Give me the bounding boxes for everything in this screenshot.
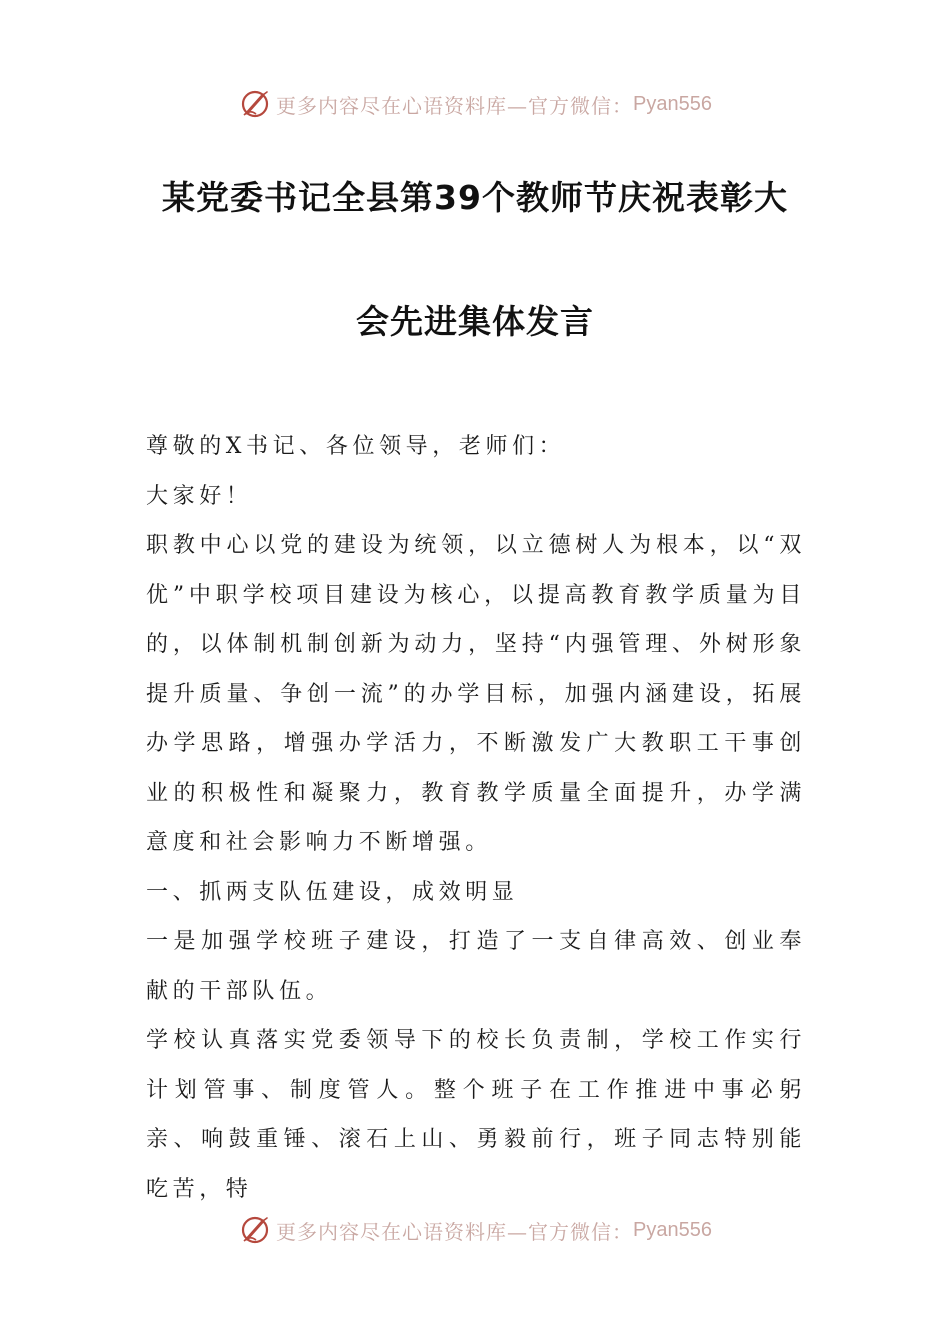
watermark-text: 更多内容尽在心语资料库—官方微信： (276, 1219, 634, 1244)
footer-watermark (0, 1210, 950, 1250)
subsection-heading: 一是加强学校班子建设，打造了一支自律高效、创业奉献的干部队伍。 (146, 929, 806, 1004)
document-title-line2: 会先进集体发言 (356, 302, 594, 341)
body-paragraph: 学校认真落实党委领导下的校长负责制，学校工作实行计划管事、制度管人。整个班子在工作推进中事必躬亲、响鼓重锤、滚石上山、勇毅前行，班子同志特别能吃苦，特 (146, 1028, 806, 1202)
pen-logo-icon (238, 1213, 272, 1247)
greeting: 大家好！ (146, 483, 253, 509)
document-title-line1: 某党委书记全县第39个教师节庆祝表彰大 (162, 178, 788, 217)
watermark-text: 更多内容尽在心语资料库—官方微信： (276, 93, 634, 118)
header-watermark (0, 84, 950, 124)
watermark-handle: Pyan556 (633, 92, 712, 115)
document-body (146, 422, 806, 1214)
watermark-handle: Pyan556 (633, 1218, 712, 1241)
body-paragraph: 职教中心以党的建设为统领，以立德树人为根本，以“双优”中职学校项目建设为核心，以提高教育教学质量为目的，以体制机制创新为动力，坚持“内强管理、外树形象提升质量、争创一流”的办学目标，加强内涵建设，拓展办学思路，增强办学活力，不断激发广大教职工干事创业的积极性和凝聚力，教育教学质量全面提升，办学满意度和社会影响力不断增强。 (146, 533, 806, 855)
pen-logo-icon (238, 87, 272, 121)
salutation: 尊敬的X书记、各位领导，老师们： (146, 434, 566, 459)
section-heading: 一、抓两支队伍建设，成效明显 (146, 879, 519, 905)
